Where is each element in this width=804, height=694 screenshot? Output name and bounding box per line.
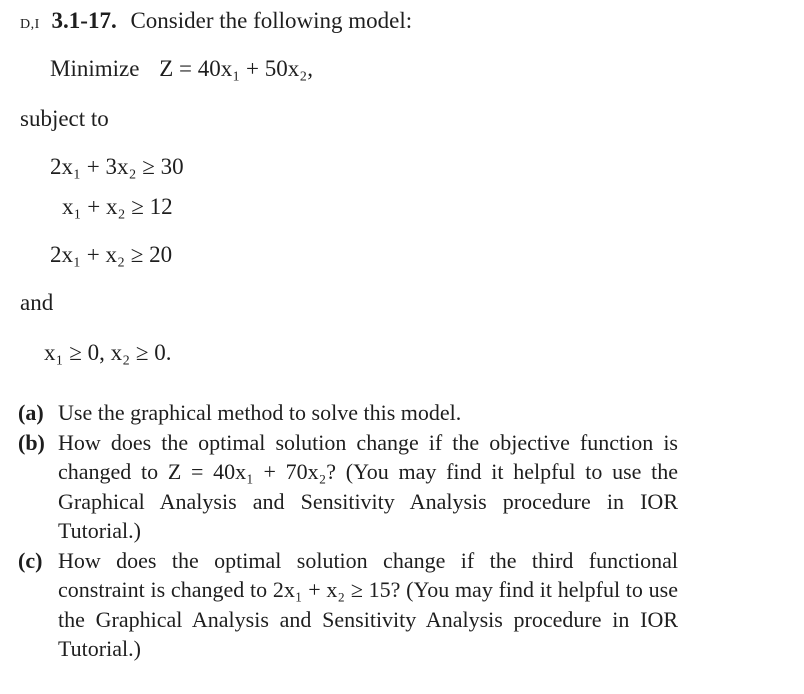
problem-tag: D,I xyxy=(20,17,40,32)
question-part-c xyxy=(18,546,678,664)
constraint-1: 2x₁ + 3x₂ ≥ 30 xyxy=(50,154,184,179)
objective-expression: Z = 40x₁ + 50x₂, xyxy=(159,56,313,81)
part-label: (a) xyxy=(18,400,44,425)
part-label: (c) xyxy=(18,547,43,573)
part-label: (b) xyxy=(18,429,45,455)
constraint-3: 2x₁ + x₂ ≥ 20 xyxy=(50,242,173,267)
subject-to-label: subject to xyxy=(20,106,109,131)
objective-function xyxy=(50,56,313,82)
part-text: How does the optimal solution change if the objective function is changed to Z = 40x₁ + 70x₂? (You may find it helpful to use the Graphical Analysis and Sensitivity Analysis procedure in IOR Tutorial.) xyxy=(58,429,678,543)
problem-intro: Consider the following model: xyxy=(130,8,413,33)
objective-keyword: Minimize xyxy=(50,56,140,81)
constraint-2: x₁ + x₂ ≥ 12 xyxy=(62,194,173,219)
problem-number: 3.1-17. xyxy=(51,8,117,33)
question-part-b xyxy=(18,428,678,546)
question-part-a xyxy=(18,398,678,428)
part-text: How does the optimal solution change if the third functional constraint is changed to 2x₁ + x₂ ≥ 15? (You may find it helpful to use the Graphical Analysis and Sensitivity Analysis procedure in IOR Tutorial.) xyxy=(58,547,678,661)
part-text: Use the graphical method to solve this model. xyxy=(58,400,462,425)
question-parts xyxy=(18,398,678,664)
problem-header xyxy=(20,8,412,34)
and-label: and xyxy=(20,290,54,315)
nonnegativity-constraints: x₁ ≥ 0, x₂ ≥ 0. xyxy=(44,340,172,365)
